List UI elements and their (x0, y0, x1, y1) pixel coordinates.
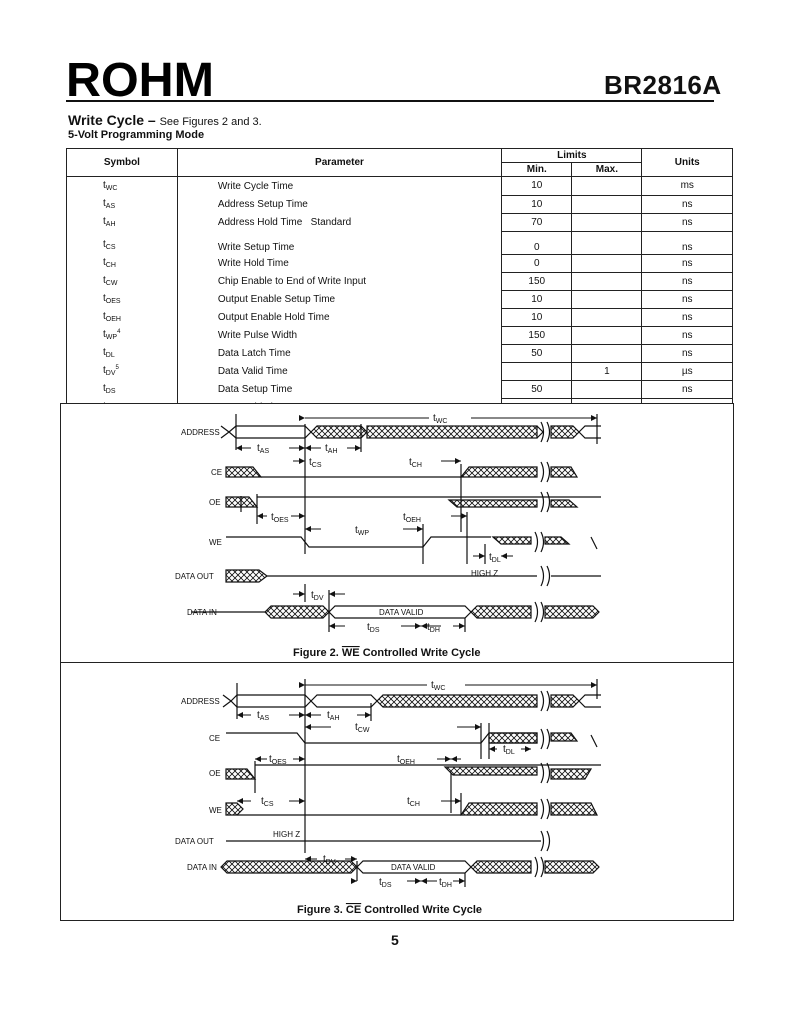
cell-max (572, 213, 642, 231)
cell-min: 10 (502, 177, 572, 196)
sig-data-out: DATA OUT (175, 837, 214, 846)
t-wc: $t_{WC}$ (431, 680, 446, 692)
cell-min: 10 (502, 308, 572, 326)
cell-min: 0 (502, 254, 572, 272)
cell-min: 150 (502, 272, 572, 290)
write-cycle-table (66, 148, 733, 435)
sig-ce: CE (209, 734, 221, 743)
cell-unit: ns (642, 344, 733, 362)
cell-max (572, 195, 642, 213)
sig-oe: OE (209, 769, 221, 778)
svg-text:ROHM: ROHM (66, 56, 214, 100)
cell-symbol: $t_{OES}$ (67, 290, 178, 308)
cell-max (572, 344, 642, 362)
header-rule (66, 100, 714, 102)
table-row (67, 326, 733, 344)
sig-data-in: DATA IN (187, 608, 217, 617)
t-ah: $t_{AH}$ (325, 443, 338, 455)
t-wp: $t_{WP}$ (355, 525, 370, 537)
data-valid-label: DATA VALID (379, 608, 424, 617)
sig-oe: OE (209, 498, 221, 507)
cell-symbol: $t_{CS}$ (67, 231, 178, 254)
sig-address: ADDRESS (181, 697, 220, 706)
page-number: 5 (391, 932, 399, 948)
cell-unit: ns (642, 195, 733, 213)
cell-symbol: $t_{AS}$ (67, 195, 178, 213)
cell-max (572, 177, 642, 196)
t-cs: $t_{CS}$ (309, 457, 322, 469)
cell-unit: ns (642, 231, 733, 254)
cell-max: 1 (572, 362, 642, 380)
cell-min: 10 (502, 290, 572, 308)
part-number: BR2816A (604, 70, 722, 100)
high-z-label: HIGH Z (273, 830, 301, 839)
t-wc: $t_{WC}$ (433, 413, 448, 425)
table-row (67, 290, 733, 308)
col-max: Max. (572, 163, 642, 177)
t-dv: $t_{DV}$ (311, 590, 324, 602)
section-see-note: See Figures 2 and 3. (159, 116, 262, 128)
cell-symbol: $t_{WC}$ (67, 177, 178, 196)
t-cw: $t_{CW}$ (355, 722, 370, 734)
table-row (67, 254, 733, 272)
cell-max (572, 231, 642, 254)
cell-parameter: Data Valid Time (177, 362, 501, 380)
cell-parameter: Write Cycle Time (177, 177, 501, 196)
cell-parameter: Write Setup Time (177, 231, 501, 254)
cell-unit: ns (642, 290, 733, 308)
sig-ce: CE (211, 468, 223, 477)
figure-2-timing-diagram (61, 404, 733, 662)
section-subtitle: 5-Volt Programming Mode (68, 129, 205, 141)
table-row (67, 380, 733, 398)
cell-min (502, 362, 572, 380)
table-row (67, 213, 733, 231)
t-ah: $t_{AH}$ (327, 710, 340, 722)
rohm-logo (66, 56, 216, 100)
cell-parameter: Write Pulse Width (177, 326, 501, 344)
cell-max (572, 380, 642, 398)
sig-address: ADDRESS (181, 428, 220, 437)
figure-2-caption: Figure 2. WE Controlled Write Cycle (293, 647, 481, 659)
figure-3-timing-diagram (61, 663, 733, 920)
cell-symbol: $t_{CH}$ (67, 254, 178, 272)
cell-unit: ns (642, 213, 733, 231)
t-oes: $t_{OES}$ (271, 512, 289, 524)
high-z-label: HIGH Z (471, 569, 499, 578)
table-row (67, 272, 733, 290)
cell-min: 10 (502, 195, 572, 213)
table-row (67, 195, 733, 213)
cell-min: 70 (502, 213, 572, 231)
t-as: $t_{AS}$ (257, 443, 270, 455)
cell-max (572, 290, 642, 308)
figure-3-caption: Figure 3. CE Controlled Write Cycle (297, 904, 483, 916)
sig-we: WE (209, 538, 222, 547)
cell-max (572, 272, 642, 290)
cell-unit: ns (642, 254, 733, 272)
cell-symbol: $t_{AH}$ (67, 213, 178, 231)
t-oeh: $t_{OEH}$ (397, 754, 415, 766)
t-oeh: $t_{OEH}$ (403, 512, 421, 524)
section-title-text: Write Cycle – (68, 112, 156, 128)
data-valid-label: DATA VALID (391, 863, 436, 872)
cell-parameter: Output Enable Hold Time (177, 308, 501, 326)
cell-max (572, 254, 642, 272)
table-row (67, 344, 733, 362)
sig-data-in: DATA IN (187, 863, 217, 872)
cell-symbol: $t_{OEH}$ (67, 308, 178, 326)
cell-unit: ns (642, 326, 733, 344)
col-units: Units (642, 149, 733, 177)
table-row (67, 362, 733, 380)
cell-unit: ns (642, 272, 733, 290)
cell-unit: ms (642, 177, 733, 196)
table-body (67, 177, 733, 435)
cell-unit: ns (642, 380, 733, 398)
cell-parameter: Data Latch Time (177, 344, 501, 362)
t-dv: $t_{DV}$ (323, 854, 336, 866)
section-title (68, 112, 262, 128)
cell-min: 0 (502, 231, 572, 254)
sig-we: WE (209, 806, 222, 815)
t-dl: $t_{DL}$ (489, 552, 501, 564)
cell-parameter: Write Hold Time (177, 254, 501, 272)
cell-symbol: $t_{WP}^4$ (67, 326, 178, 344)
cell-min: 50 (502, 380, 572, 398)
t-ch: $t_{CH}$ (409, 457, 422, 469)
t-cs: $t_{CS}$ (261, 796, 274, 808)
cell-parameter: Data Setup Time (177, 380, 501, 398)
cell-symbol: $t_{DS}$ (67, 380, 178, 398)
col-parameter: Parameter (177, 149, 501, 177)
figure-3-panel (60, 662, 734, 921)
table-row (67, 231, 733, 254)
cell-parameter: Chip Enable to End of Write Input (177, 272, 501, 290)
t-ch: $t_{CH}$ (407, 796, 420, 808)
col-limits: Limits (502, 149, 642, 163)
table-row (67, 177, 733, 196)
cell-unit: ns (642, 308, 733, 326)
t-dh: $t_{DH}$ (427, 622, 440, 634)
t-dl: $t_{DL}$ (503, 744, 515, 756)
cell-unit: µs (642, 362, 733, 380)
cell-max (572, 308, 642, 326)
t-dh: $t_{DH}$ (439, 877, 452, 889)
cell-min: 50 (502, 344, 572, 362)
cell-parameter: Address Hold Time Standard (177, 213, 501, 231)
cell-symbol: $t_{DL}$ (67, 344, 178, 362)
cell-max (572, 326, 642, 344)
t-oes: $t_{OES}$ (269, 754, 287, 766)
cell-parameter: Output Enable Setup Time (177, 290, 501, 308)
t-ds: $t_{DS}$ (367, 622, 380, 634)
col-symbol: Symbol (67, 149, 178, 177)
sig-data-out: DATA OUT (175, 572, 214, 581)
figure-2-panel (60, 403, 734, 663)
cell-min: 150 (502, 326, 572, 344)
t-ds: $t_{DS}$ (379, 877, 392, 889)
cell-parameter: Address Setup Time (177, 195, 501, 213)
cell-symbol: $t_{CW}$ (67, 272, 178, 290)
col-min: Min. (502, 163, 572, 177)
table-row (67, 308, 733, 326)
cell-symbol: $t_{DV}^5$ (67, 362, 178, 380)
t-as: $t_{AS}$ (257, 710, 270, 722)
